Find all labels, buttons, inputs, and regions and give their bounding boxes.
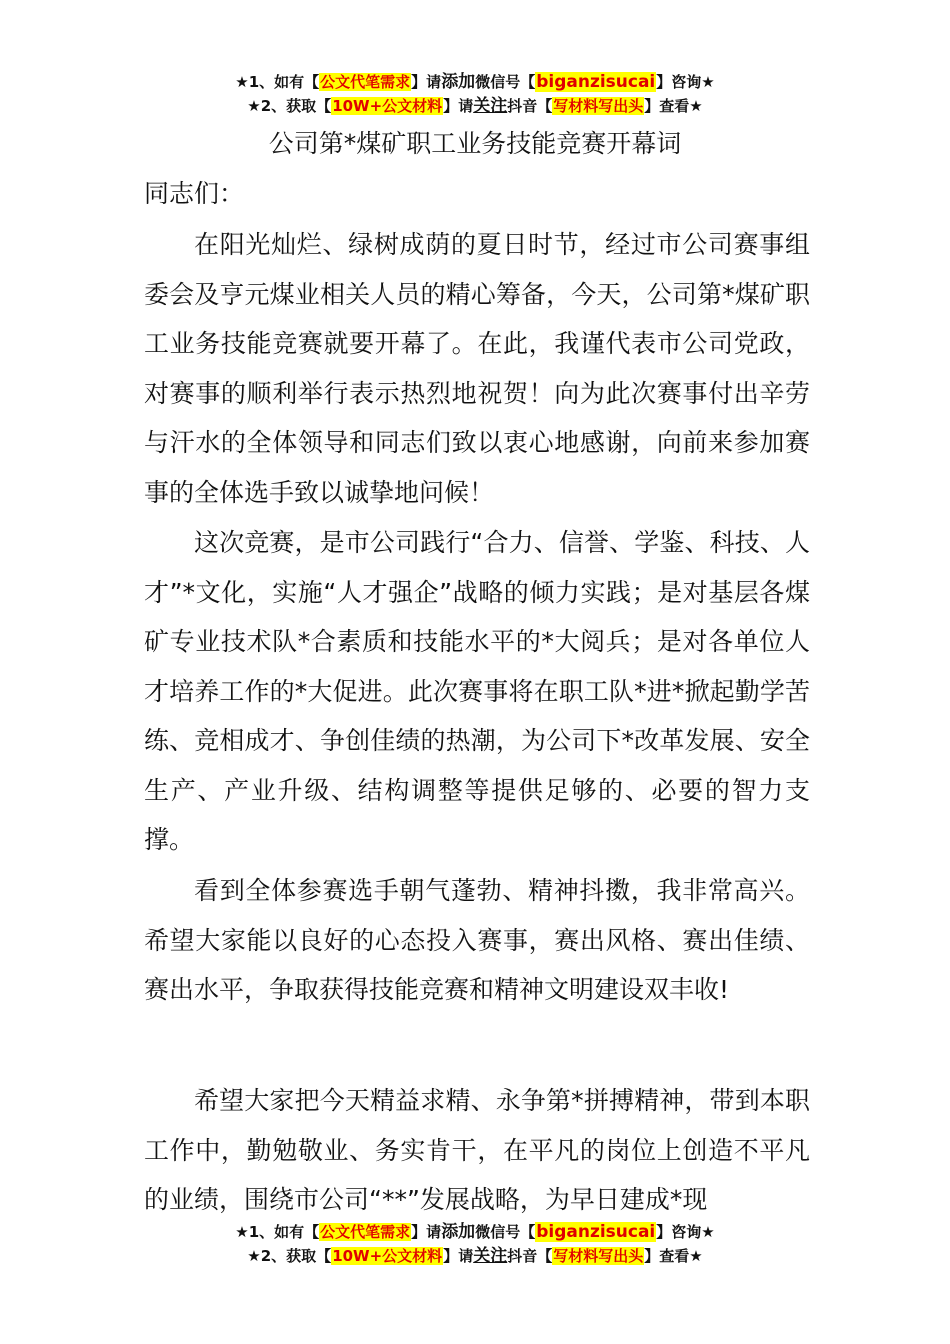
bottom-banner	[0, 1220, 950, 1268]
banner-text: 微信号【	[475, 1223, 536, 1241]
paragraph: 这次竞赛，是市公司践行“合力、信誉、学鉴、科技、人才”*文化，实施“人才强企”战略的倾力实践；是对基层各煤矿专业技术队*合素质和技能水平的*大阅兵；是对各单位人才培养工作的*大促进。此次赛事将在职工队*进*掀起勤学苦练、竞相成才、争创佳绩的热潮，为公司下*改革发展、安全生产、产业升级、结构调整等提供足够的、必要的智力支撑。	[144, 528, 810, 854]
document-title: 公司第*煤矿职工业务技能竞赛开幕词	[268, 129, 682, 158]
paragraph: 在阳光灿烂、绿树成荫的夏日时节，经过市公司赛事组委会及亨元煤业相关人员的精心筹备，今天，公司第*煤矿职工业务技能竞赛就要开幕了。在此，我谨代表市公司党政，对赛事的顺利举行表示热烈地祝贺！向为此次赛事付出辛劳与汗水的全体领导和同志们致以衷心地感谢，向前来参加赛事的全体选手致以诚挚地问候！	[144, 230, 810, 507]
salutation: 同志们：	[144, 179, 245, 208]
banner-emphasis: 关注	[473, 1246, 508, 1266]
banner-highlight: 10W+公文材料	[332, 97, 443, 115]
banner-text: 】请	[411, 1223, 442, 1241]
banner-text: 微信号【	[475, 73, 536, 91]
paragraph: 希望大家把今天精益求精、永争第*拼搏精神，带到本职工作中，勤勉敬业、务实肯干，在平凡的岗位上创造不平凡的业绩，围绕市公司“**”发展战略，为早日建成*现	[144, 1086, 810, 1214]
banner-text: 抖音【	[507, 1247, 553, 1265]
banner-emphasis: 添加	[441, 1222, 476, 1242]
banner-line-2	[0, 94, 950, 118]
banner-text: 】咨询★	[656, 73, 715, 91]
banner-text: 】咨询★	[656, 1223, 715, 1241]
banner-text: 抖音【	[507, 97, 553, 115]
banner-text: ★2、获取【	[247, 1247, 332, 1265]
banner-highlight: 写材料写出头	[553, 97, 644, 115]
banner-emphasis: 关注	[473, 96, 508, 116]
banner-highlight: 10W+公文材料	[332, 1247, 443, 1265]
banner-text: 】请	[411, 73, 442, 91]
banner-highlight: biganzisucai	[536, 72, 656, 92]
banner-text: 】请	[443, 97, 474, 115]
paragraph: 看到全体参赛选手朝气蓬勃、精神抖擞，我非常高兴。希望大家能以良好的心态投入赛事，赛出风格、赛出佳绩、赛出水平，争取获得技能竞赛和精神文明建设双丰收!	[144, 876, 810, 1004]
top-banner	[0, 70, 950, 118]
banner-line-1	[0, 70, 950, 94]
banner-text: ★2、获取【	[247, 97, 332, 115]
banner-text: 】请	[443, 1247, 474, 1265]
banner-line-2	[0, 1244, 950, 1268]
banner-highlight: 公文代笔需求	[320, 73, 411, 91]
banner-line-1	[0, 1220, 950, 1244]
banner-text: ★1、如有【	[235, 1223, 320, 1241]
banner-text: 】查看★	[644, 97, 703, 115]
banner-text: 】查看★	[644, 1247, 703, 1265]
banner-highlight: biganzisucai	[536, 1222, 656, 1242]
banner-highlight: 公文代笔需求	[320, 1223, 411, 1241]
banner-highlight: 写材料写出头	[553, 1247, 644, 1265]
banner-emphasis: 添加	[441, 72, 476, 92]
banner-text: ★1、如有【	[235, 73, 320, 91]
